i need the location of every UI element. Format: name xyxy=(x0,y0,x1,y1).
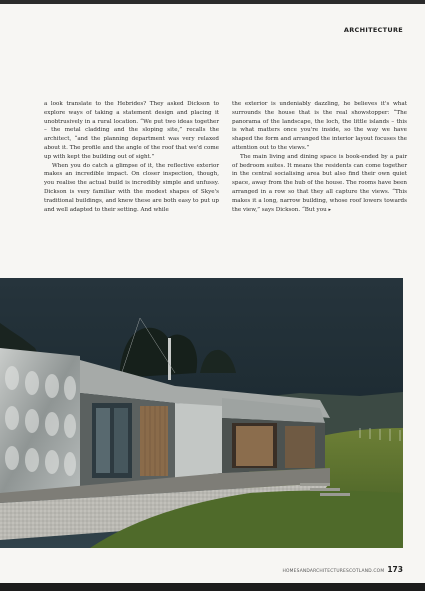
article-column-left xyxy=(44,100,219,214)
paragraph: the exterior is undeniably dazzling, he believes it's what surrounds the house that is the real showstopper: “The panorama of the landscape, the loch, the little islands – this is what matters once you're inside, so the way we have shaped the form and arranged the interior layout focuses the attention out to the views.” xyxy=(232,101,407,151)
section-label: ARCHITECTURE xyxy=(343,26,403,34)
footer-url: HOMESANDARCHITECTURESCOTLAND.COM xyxy=(282,569,385,574)
bottom-edge xyxy=(0,583,425,591)
top-edge xyxy=(0,0,425,4)
paragraph: When you do catch a glimpse of it, the reflective exterior makes an incredible impact. On closer inspection, though, you realise the actual build is incredibly simple and unfussy. Dickson is very familiar with the modest shapes of Skye's traditional buildings, and knew these are both easy to put up and well adapted to their setting. And while xyxy=(44,162,219,213)
paragraph xyxy=(232,153,407,215)
page-number: 173 xyxy=(387,565,403,574)
article-column-right xyxy=(232,100,407,214)
paragraph-text: The main living and dining space is book-ended by a pair of bedroom suites. It means the residents can come together in the central socialising area but also find their own quiet space, away from the hub of the house. The rooms have been arranged in a row so that they all capture the views. “This makes it a long, narrow building, whose roof lowers towards the view,” says Dickson. “But you xyxy=(232,153,407,213)
paragraph: a look translate to the Hebrides? They asked Dickson to explore ways of taking a statement design and placing it unobtrusively in a rural location. “We put two ideas together – the metal cladding and the sloping site,” recalls the architect, “and the planning department was very relaxed about it. The profile and the angle of the roof that we'd come up with kept the building out of sight.” xyxy=(44,101,219,160)
continue-arrow-icon: ▸ xyxy=(328,206,331,213)
house-photo-illustration xyxy=(0,278,403,548)
page-footer xyxy=(283,565,404,574)
house-photo xyxy=(0,278,403,548)
